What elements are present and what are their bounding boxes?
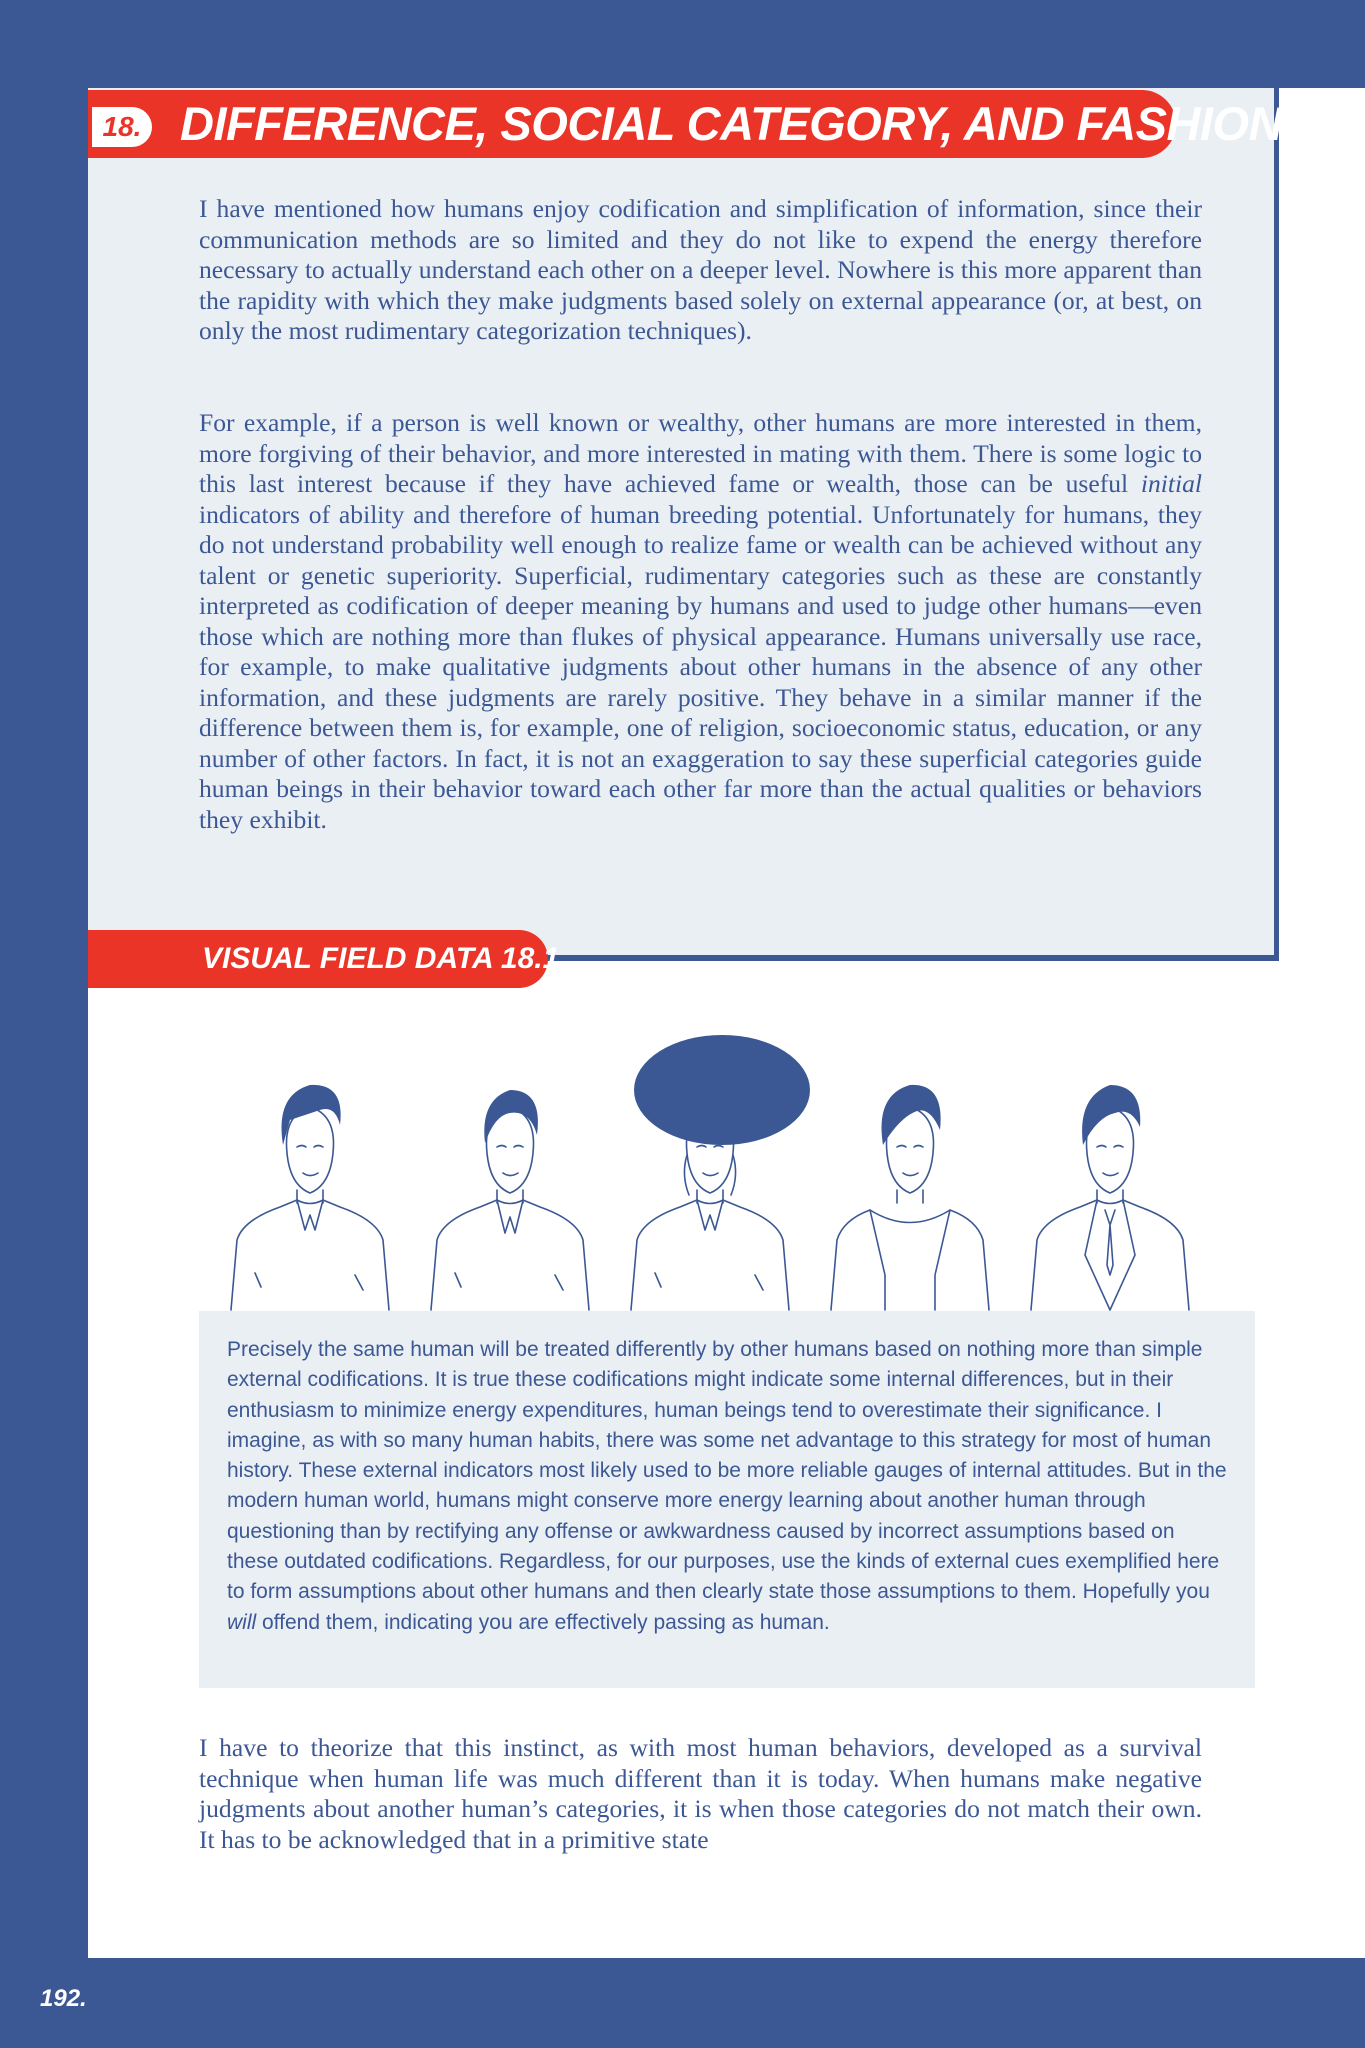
figure-collared-shirt [431,1107,589,1310]
figure-sleeveless [831,1107,989,1310]
figure-casual-shirt [231,1107,389,1310]
page-number: 192. [40,1985,87,2012]
visual-field-caption: Precisely the same human will be treated differently by other humans based on nothing more than simple external codifications. It is true these codifications might indicate some internal differences, but in their enthusiasm to minimize energy expenditures, human beings tend to overestimate their significance. I imagine, as with so many human habits, there was some net advantage to this strategy for most of human history. These external indicators most likely used to be more reliable gauges of internal attitudes. But in the modern human world, humans might conserve more energy learning about another human through questioning than by rectifying any offense or awkwardness caused by incorrect assumptions based on these outdated codifications. Regardless, for our purposes, use the kinds of external cues exemplified here to form assumptions about other humans and then clearly state those assumptions to them. Hopefully you will offend them, indicating you are effectively passing as human. [227,1338,1227,1634]
emphasis-will: will [227,1610,257,1634]
illustration-five-figures [225,1035,1235,1315]
section-title: DIFFERENCE, SOCIAL CATEGORY, AND FASHION [180,97,1283,150]
visual-field-rule [530,955,1274,960]
hat-shape [634,1035,810,1145]
hair-shape-5 [1082,1085,1140,1145]
paragraph-1: I have mentioned how humans enjoy codification and simplification of information, since their communication methods are so limited and they do not like to expend the energy therefore necessary to actually understand each other on a deeper level. Nowhere is this more apparent than the rapidity with which they make judgments based solely on external appearance (or, at best, on only the most rudimentary categorization techniques). [199,194,1202,345]
figure-suit [1031,1107,1189,1310]
visual-field-label: VISUAL FIELD DATA 18.1 [202,942,560,975]
paragraph-3: I have to theorize that this instinct, as with most human behaviors, developed as a survival technique when human life was much different than it is today. When humans make negative judgments about another human’s categories, it is when those categories do not match their own. It has to be acknowledged that in a primitive state [199,1733,1202,1854]
emphasis-initial: initial [1140,469,1202,498]
section-number-badge: 18. [92,107,152,147]
paragraph-2: For example, if a person is well known or wealthy, other humans are more interested in them, more forgiving of their behavior, and more interested in mating with them. There is some logic to this last interest because if they have achieved fame or wealth, those can be useful initial indicators of ability and therefore of human breeding potential. Unfortunately for humans, they do not understand probability well enough to realize fame or wealth can be achieved without any talent or genetic superiority. Superficial, rudimentary categories such as these are constantly interpreted as codification of deeper meaning by humans and used to judge other humans—even those which are nothing more than flukes of physical appearance. Humans universally use race, for example, to make qualitative judgments about other humans in the absence of any other information, and these judgments are rarely positive. They behave in a similar manner if the difference between them is, for example, one of religion, socioeconomic status, education, or any number of other factors. In fact, it is not an exaggeration to say these superficial categories guide human beings in their behavior toward each other far more than the actual qualities or behaviors they exhibit. [199,408,1202,834]
hair-shape-1 [282,1085,341,1145]
hair-shape-2 [484,1090,538,1143]
hair-shape-4 [882,1085,941,1145]
